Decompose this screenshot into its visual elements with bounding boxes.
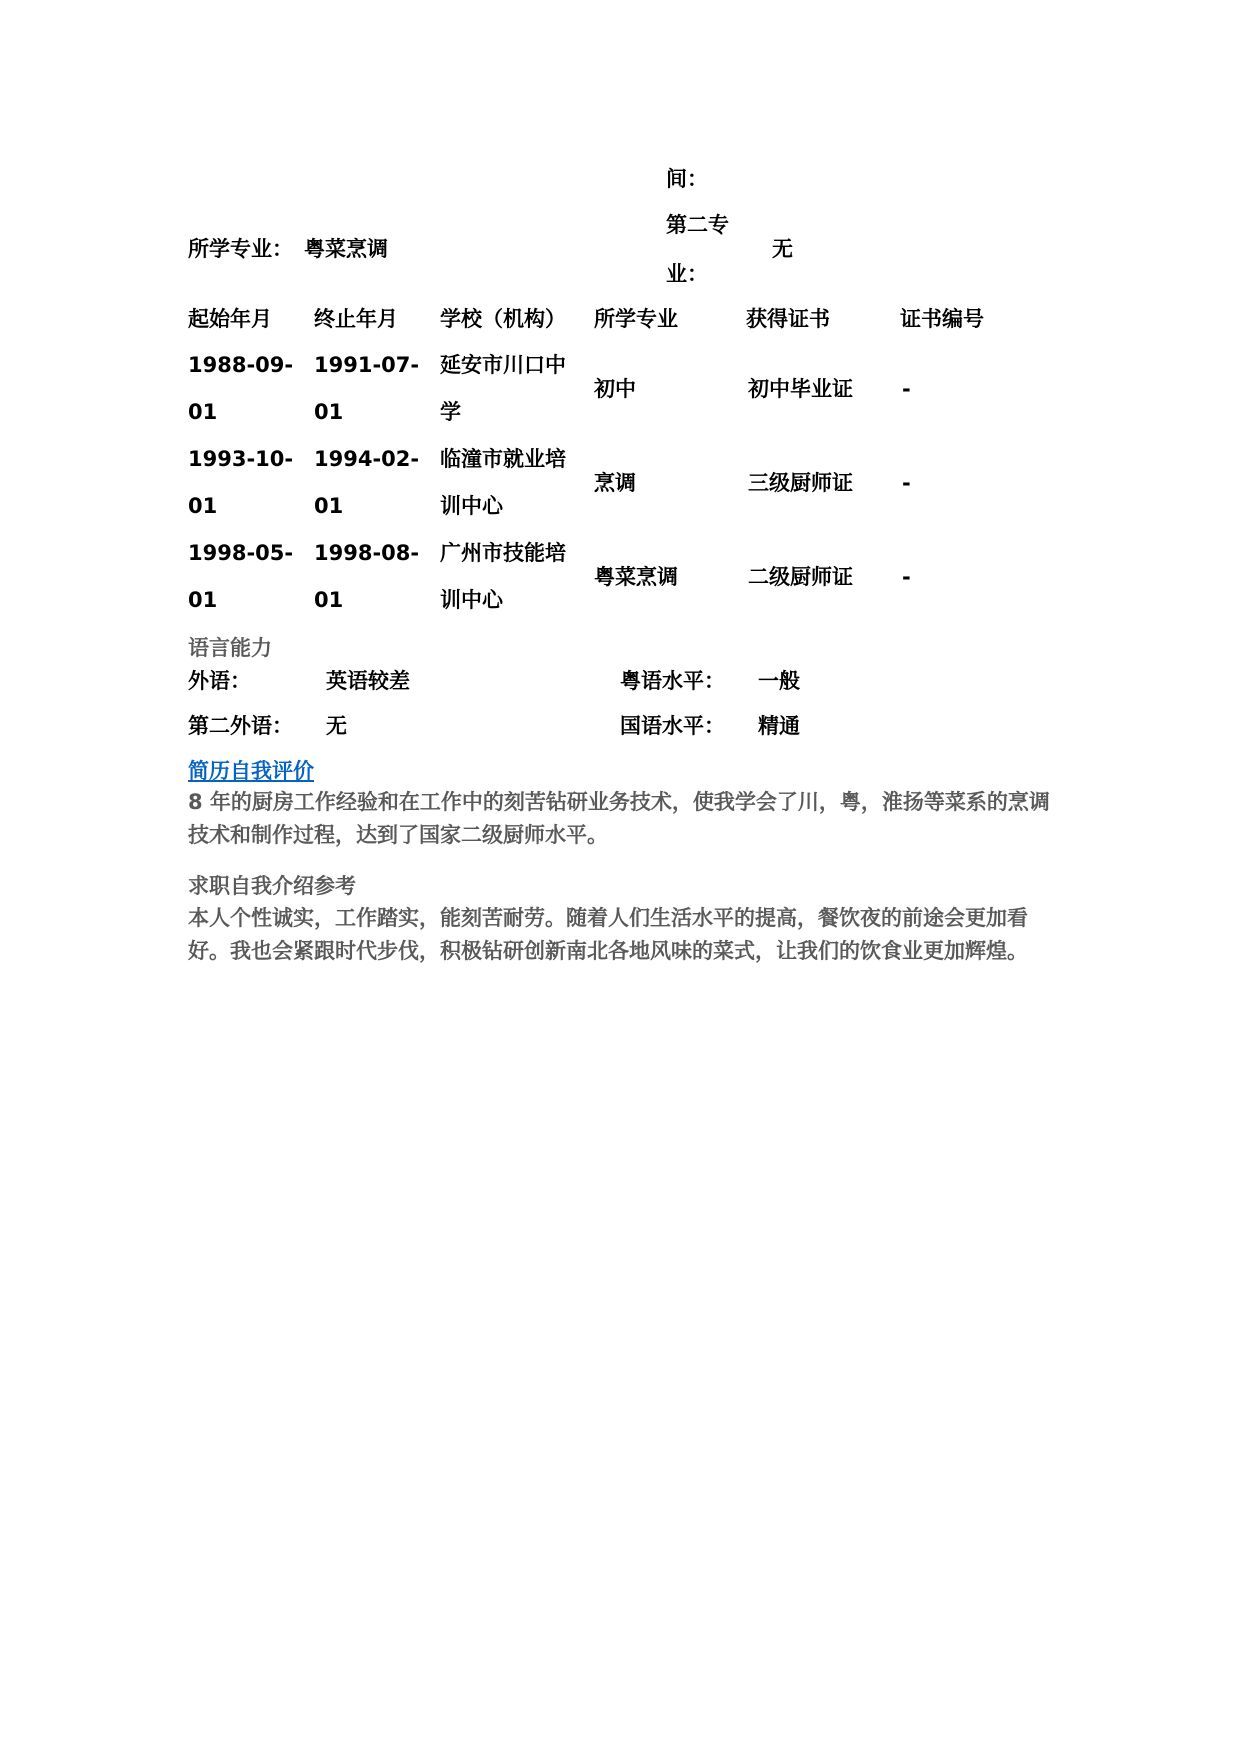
second-major-label-line1: 第二专	[666, 213, 729, 237]
row-school: 临潼市就业培训中心	[440, 447, 566, 518]
major-label: 所学专业：	[188, 237, 293, 261]
self-intro-text: 本人个性诚实，工作踏实，能刻苦耐劳。随着人们生活水平的提高，餐饮夜的前途会更加看好。我也会紧跟时代步伐，积极钻研创新南北各地风味的菜式，让我们的饮食业更加辉煌。	[188, 906, 1028, 963]
time-label-fragment: 间：	[666, 167, 708, 191]
row-start-date: 1998-05-01	[188, 541, 294, 612]
cantonese-label: 粤语水平：	[620, 669, 725, 693]
row-school: 广州市技能培训中心	[440, 541, 566, 612]
header-major: 所学专业	[594, 307, 678, 331]
language-section-title: 语言能力	[188, 636, 272, 660]
row-certificate: 二级厨师证	[748, 565, 853, 589]
self-intro-title: 求职自我介绍参考	[188, 874, 356, 898]
header-cert-number: 证书编号	[900, 307, 984, 331]
row-end-date: 1998-08-01	[314, 541, 420, 612]
second-major-label-line2: 业：	[666, 262, 708, 286]
cantonese-value: 一般	[758, 669, 800, 693]
mandarin-label: 国语水平：	[620, 714, 725, 738]
row-end-date: 1994-02-01	[314, 447, 420, 518]
second-major-value: 无	[772, 237, 793, 261]
major-value: 粤菜烹调	[304, 237, 388, 261]
foreign-language-label: 外语：	[188, 669, 251, 693]
row-major: 初中	[594, 377, 636, 401]
row-major: 烹调	[594, 471, 636, 495]
row-cert-number: -	[902, 565, 911, 589]
header-certificate: 获得证书	[746, 307, 830, 331]
table-row	[188, 342, 1088, 436]
row-cert-number: -	[902, 471, 911, 495]
row-start-date: 1988-09-01	[188, 353, 294, 424]
row-school: 延安市川口中学	[440, 353, 566, 424]
header-start-date: 起始年月	[188, 307, 272, 331]
header-end-date: 终止年月	[314, 307, 398, 331]
row-major: 粤菜烹调	[594, 565, 678, 589]
header-school: 学校（机构）	[440, 307, 566, 331]
second-foreign-language-value: 无	[326, 714, 347, 738]
self-evaluation-link[interactable]: 简历自我评价	[188, 759, 314, 783]
table-row	[188, 530, 1088, 624]
row-cert-number: -	[902, 377, 911, 401]
mandarin-value: 精通	[758, 714, 800, 738]
second-foreign-language-label: 第二外语：	[188, 714, 293, 738]
self-evaluation-text: 8 年的厨房工作经验和在工作中的刻苦钻研业务技术，使我学会了川，粤，淮扬等菜系的烹调技术和制作过程，达到了国家二级厨师水平。	[188, 790, 1050, 847]
table-row	[188, 436, 1088, 530]
foreign-language-value: 英语较差	[326, 669, 410, 693]
row-certificate: 三级厨师证	[748, 471, 853, 495]
row-start-date: 1993-10-01	[188, 447, 294, 518]
row-certificate: 初中毕业证	[748, 377, 853, 401]
row-end-date: 1991-07-01	[314, 353, 420, 424]
